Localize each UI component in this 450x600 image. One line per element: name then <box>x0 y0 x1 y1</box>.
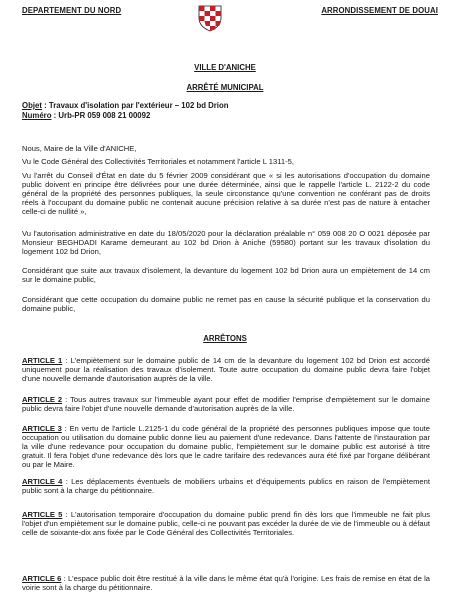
preamble-considering-isolation: Considérant que suite aux travaux d'isolement, la devanture du logement 102 bd Drion aura un empiètement de 14 cm sur le domaine public, <box>22 266 430 285</box>
preamble-code: Vu le Code Général des Collectivités Territoriales et notamment l'article L 1311-5, <box>22 157 295 166</box>
object-text: : Travaux d'isolation par l'extérieur – 102 bd Drion <box>41 101 229 110</box>
article-text: : En vertu de l'article L.2125-1 du code général de la propriété des personnes publiques impose que toute occupation ou utilisation du domaine public donne lieu au paiement d'une redevance. Dans l'attente de l'instauration par la ville d'une redevance pour occupation du domaine public, l'empiètement sur le domaine public est autorisé à titre gratuit. Il fera l'objet d'une redevance dès lors que le cadre tarifaire des redevances aura été fixé par l'organe délibérant ou par le Maire. <box>22 424 430 470</box>
decree-title: ARRÊTÉ MUNICIPAL <box>186 83 264 92</box>
article-6 <box>22 574 430 592</box>
article-text: : L'autorisation temporaire d'occupation du domaine public prend fin dès lors que l'immeuble ne fait plus l'objet d'un empiètement sur le domaine public, celle-ci ne pouvant pas excéder la durée de vie de l'immeuble ou à défaut celle de soixante-dix ans fixée par le Code Général des Collectivités Territoriales. <box>22 510 430 538</box>
preamble-mayor: Nous, Maire de la Ville d'ANICHE, <box>22 144 137 153</box>
article-text: : L'espace public doit être restitué à la ville dans le même état qu'à l'origine. Les frais de remise en état de la voirie sont à la charge du pétitionnaire. <box>22 574 430 593</box>
preamble-conseil-etat: Vu l'arrêt du Conseil d'État en date du 5 février 2009 considérant que « si les autorisations d'occupation du domaine public doivent en principe être délivrées pour une durée déterminée, ainsi que le rappelle l'article L. 2122-2 du code général de la propriété des personnes publiques, la seule circonstance qu'une convention ne conférant pas de droits réels à l'occupant du domaine public ne contenait aucune précision relative à sa durée n'est pas de nature à entacher celle-ci de nullité », <box>22 171 430 217</box>
article-text: : Les déplacements éventuels de mobiliers urbains et d'équipements publics en raison de l'empiètement public sont à la charge du pétitionnaire. <box>22 477 430 496</box>
article-text: : Tous autres travaux sur l'immeuble ayant pour effet de modifier l'emprise d'empiètement sur le domaine public devra faire l'objet d'une nouvelle demande d'autorisation auprès de la ville. <box>22 395 430 414</box>
article-2 <box>22 395 430 413</box>
arrondissement-header: ARRONDISSEMENT DE DOUAI <box>321 6 438 15</box>
article-5 <box>22 510 430 537</box>
article-4 <box>22 477 430 495</box>
object-line <box>22 101 422 111</box>
arretons-heading: ARRÊTONS <box>203 334 247 343</box>
article-label: ARTICLE 5 <box>22 510 63 519</box>
article-3 <box>22 424 430 469</box>
preamble-considering-safety: Considérant que cette occupation du domaine public ne remet pas en cause la sécurité publique et la conservation du domaine public, <box>22 295 430 314</box>
article-label: ARTICLE 6 <box>22 574 62 583</box>
reference-label: Numéro <box>22 110 52 120</box>
article-label: ARTICLE 1 <box>22 356 63 365</box>
article-text: : L'empiètement sur le domaine public de 14 cm de la devanture du logement 102 bd Drion est accordé uniquement pour la réalisation des travaux d'isolement. Toute autre occupation du domaine public devra faire l'objet d'une nouvelle demande d'autorisation auprès de la ville. <box>22 356 430 384</box>
city-title: VILLE D'ANICHE <box>194 63 256 72</box>
reference-line <box>22 111 422 121</box>
reference-number: : Urb-PR 059 008 21 00092 <box>51 110 151 120</box>
department-header: DEPARTEMENT DU NORD <box>22 6 122 15</box>
aniche-coat-of-arms-icon <box>197 4 223 32</box>
preamble-authorization: Vu l'autorisation administrative en date du 18/05/2020 pour la déclaration préalable n° 059 008 20 O 0021 déposée par Monsieur BEGHDADI Karame demeurant au 102 bd Drion à Aniche (59580) portant sur les travaux d'isolation du logement 102 bd Drion, <box>22 229 430 257</box>
article-label: ARTICLE 2 <box>22 395 63 404</box>
object-block <box>22 101 422 120</box>
article-label: ARTICLE 3 <box>22 424 62 433</box>
object-label: Objet <box>22 101 42 110</box>
article-label: ARTICLE 4 <box>22 477 63 486</box>
article-1 <box>22 356 430 383</box>
